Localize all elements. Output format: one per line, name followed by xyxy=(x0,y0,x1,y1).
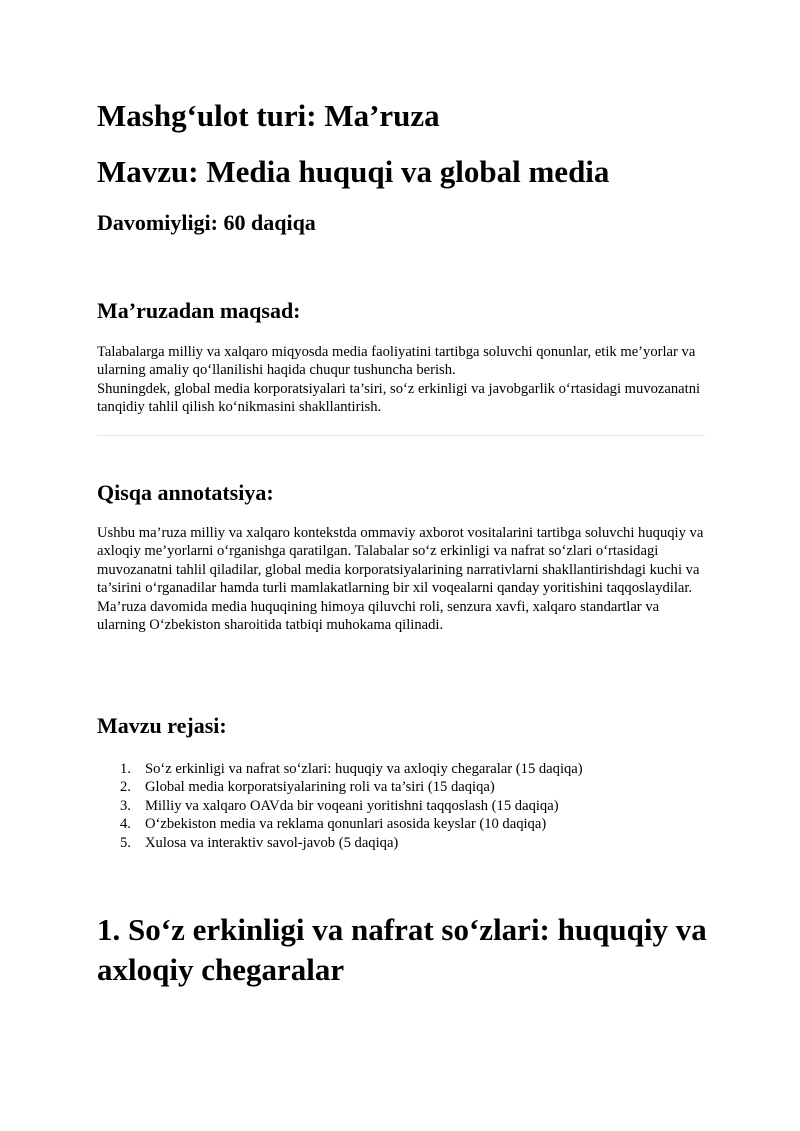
goal-text xyxy=(97,343,705,417)
plan-heading: Mavzu rejasi: xyxy=(97,713,227,738)
list-item-number: 5. xyxy=(120,834,131,851)
chapter-title: 1. So‘z erkinligi va nafrat so‘zlari: huquqiy va axloqiy chegaralar xyxy=(97,912,707,987)
list-item xyxy=(97,815,583,833)
annotation-text xyxy=(97,524,705,634)
list-item xyxy=(97,797,583,815)
list-item xyxy=(97,778,583,796)
annotation-paragraph-1: Ushbu ma’ruza milliy va xalqaro kontekstda ommaviy axborot vositalarini tartibga soluvchi huquqiy va axloqiy me’yorlarni o‘rganishga qaratilgan. Talabalar so‘z erkinligi va nafrat so‘zlari o‘rtasidagi muvozanatni tahlil qiladilar, global media korporatsiyalarining narrativlarni shakllantirishdagi kuchi va ta’sirini o‘rganadilar hamda turli mamlakatlarning bir xil voqealarni qanday yoritishini taqqoslaydilar. xyxy=(97,525,704,597)
goal-paragraph-2: Shuningdek, global media korporatsiyalari ta’siri, so‘z erkinligi va javobgarlik o‘rtasidagi muvozanatni tanqidiy tahlil qilish ko‘nikmasini shakllantirish. xyxy=(97,380,701,416)
list-item-text: So‘z erkinligi va nafrat so‘zlari: huquqiy va axloqiy chegaralar (15 daqiqa) xyxy=(145,761,583,777)
list-item-text: Xulosa va interaktiv savol-javob (5 daqiqa) xyxy=(145,834,399,851)
annotation-heading: Qisqa annotatsiya: xyxy=(97,480,274,505)
goal-heading: Ma’ruzadan maqsad: xyxy=(97,298,301,323)
list-item-number: 3. xyxy=(120,797,131,814)
section-divider xyxy=(97,435,705,436)
list-item xyxy=(97,760,583,778)
goal-paragraph-1: Talabalarga milliy va xalqaro miqyosda media faoliyatini tartibga soluvchi qonunlar, etik me’yorlar va ularning amaliy qo‘llanilishi haqida chuqur tushuncha berish. xyxy=(97,344,696,379)
lesson-type-title: Mashg‘ulot turi: Ma’ruza xyxy=(97,98,440,133)
list-item xyxy=(97,834,583,852)
topic-title: Mavzu: Media huquqi va global media xyxy=(97,154,610,189)
duration-heading: Davomiyligi: 60 daqiqa xyxy=(97,210,316,235)
list-item-text: Global media korporatsiyalarining roli va ta’siri (15 daqiqa) xyxy=(145,779,495,796)
plan-list xyxy=(97,760,583,852)
list-item-number: 1. xyxy=(120,761,131,777)
annotation-paragraph-2: Ma’ruza davomida media huquqining himoya qiluvchi roli, senzura xavfi, xalqaro standartlar va ularning O‘zbekiston sharoitida tatbiqi muhokama qilinadi. xyxy=(97,598,660,634)
list-item-number: 4. xyxy=(120,816,131,833)
list-item-text: O‘zbekiston media va reklama qonunlari asosida keyslar (10 daqiqa) xyxy=(145,816,547,833)
list-item-number: 2. xyxy=(120,779,131,796)
list-item-text: Milliy va xalqaro OAVda bir voqeani yoritishni taqqoslash (15 daqiqa) xyxy=(145,797,559,814)
